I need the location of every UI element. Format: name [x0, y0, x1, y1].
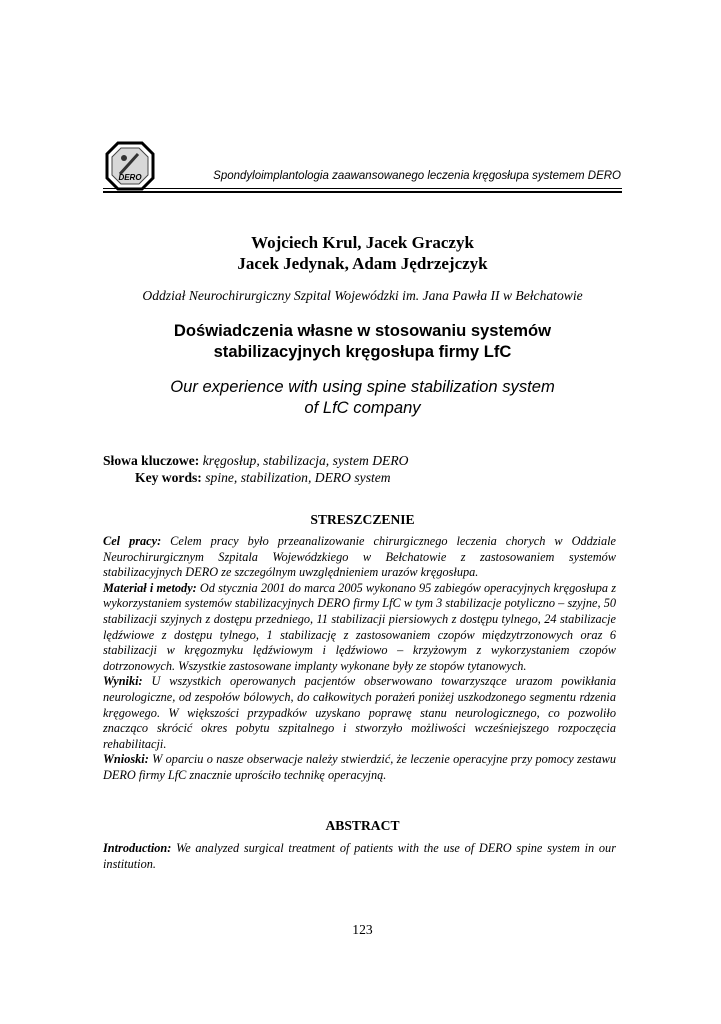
keywords-english-label: Key words: [135, 470, 202, 485]
keywords-polish [103, 452, 622, 469]
introduction-text: We analyzed surgical treatment of patients with the use of DERO spine system in our institution. [103, 841, 616, 871]
logo-text: DERO [118, 173, 142, 182]
title-english [103, 376, 622, 418]
journal-logo [104, 140, 156, 192]
authors-line-2: Jacek Jedynak, Adam Jędrzejczyk [237, 254, 488, 273]
authors-line-1: Wojciech Krul, Jacek Graczyk [251, 233, 474, 252]
keywords-english-value: spine, stabilization, DERO system [205, 470, 391, 485]
cel-text: Celem pracy było przeanalizowanie chirurgicznego leczenia chorych w Oddziale Neurochirurgicznym Szpitala Wojewódzkiego w Bełchatowie z zastosowaniem systemów stabilizacyjnych DERO ze szczególnym uwzględnieniem urazów kręgosłupa. [103, 534, 616, 580]
streszczenie-body [103, 534, 616, 784]
keywords-polish-label: Słowa kluczowe: [103, 453, 200, 468]
cel-label: Cel pracy: [103, 534, 162, 548]
title-polish-line-2: stabilizacyjnych kręgosłupa firmy LfC [213, 342, 512, 361]
abstract-body [103, 841, 616, 872]
wyniki-text: U wszystkich operowanych pacjentów obserwowano towarzyszące urazom powikłania neurologiczne, od zespołów bólowych, do całkowitych porażeń poniżej uszkodzonego segmentu rdzenia kręgowego. W większości przypadków uzyskano poprawę stanu neurologicznego, co pozwoliło znacząco skrócić okres pobytu szpitalnego i stworzyło możliwości wcześniejszego rozpoczęcia rehabilitacji. [103, 674, 617, 751]
page-number: 123 [352, 922, 373, 937]
keywords-english [103, 469, 622, 486]
wnioski-text: W oparciu o nasze obserwacje należy stwierdzić, że leczenie operacyjne przy pomocy zestawu DERO firmy LfC znacznie uprościło technikę operacyjną. [103, 752, 617, 782]
title-english-line-2: of LfC company [304, 398, 421, 417]
wyniki-paragraph [103, 674, 616, 752]
title-english-line-1: Our experience with using spine stabilization system [170, 377, 555, 396]
keywords [103, 452, 622, 486]
metody-paragraph [103, 581, 616, 675]
wnioski-label: Wnioski: [103, 752, 149, 767]
introduction-paragraph [103, 841, 616, 872]
introduction-label: Introduction: [103, 841, 172, 855]
authors [103, 232, 622, 274]
cel-paragraph [103, 534, 616, 581]
affiliation: Oddział Neurochirurgiczny Szpital Wojewódzki im. Jana Pawła II w Bełchatowie [142, 288, 583, 303]
header-rule [103, 188, 622, 189]
metody-label: Materiał i metody: [103, 580, 197, 595]
wnioski-paragraph [103, 752, 616, 783]
running-header: Spondyloimplantologia zaawansowanego leczenia kręgosłupa systemem DERO [213, 170, 621, 182]
wyniki-label: Wyniki: [103, 674, 143, 689]
header-rule-thick [103, 191, 622, 193]
title-polish-line-1: Doświadczenia własne w stosowaniu systemów [173, 321, 552, 340]
abstract-heading: ABSTRACT [325, 818, 400, 833]
keywords-polish-value: kręgosłup, stabilizacja, system DERO [202, 453, 409, 468]
metody-text: Od stycznia 2001 do marca 2005 wykonano 95 zabiegów operacyjnych kręgosłupa z wykorzystaniem systemów stabilizacyjnych DERO firmy LfC w tym 3 stabilizacje potyliczno – szyjne, 50 stabilizacji szyjnych z dostępu przedniego, 11 stabilizacji piersiowych z dostępu tylnego, 24 stabilizacje lędźwiowe z dostępu tylnego, 1 stabilizację z zastosowaniem czopów międzytrzonowych oraz 6 stabilizacji w kręgozmyku lędźwiowym i lędźwiowo – krzyżowym z wykorzystaniem czopów dotrzonowych. Wszystkie zastosowane implanty wykonane były ze stopów tytanowych. [103, 580, 616, 673]
streszczenie-heading: STRESZCZENIE [310, 512, 415, 527]
title-polish [103, 320, 622, 362]
